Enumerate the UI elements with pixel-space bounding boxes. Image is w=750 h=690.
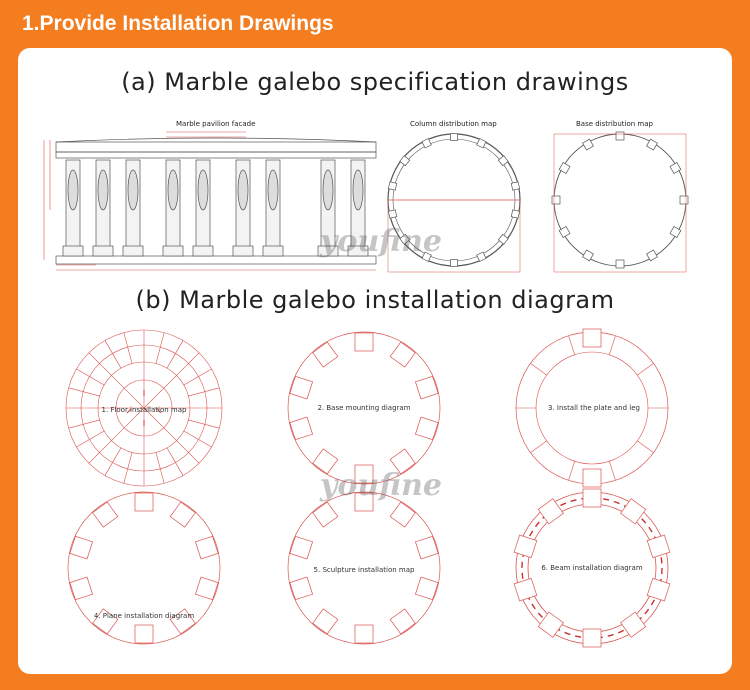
- section-b-title: (b) Marble galebo installation diagram: [135, 286, 615, 314]
- page-header: [22, 10, 334, 38]
- beam-caption: 6. Beam installation diagram: [541, 564, 643, 572]
- floor-installation-diagram: [64, 328, 224, 488]
- plate-and-leg-diagram: [512, 328, 672, 488]
- plane-installation-diagram: [64, 488, 224, 648]
- watermark-bottom: youfine: [320, 468, 442, 503]
- base-mounting-diagram: [284, 328, 444, 488]
- facade-label: Marble pavilion facade: [176, 120, 256, 128]
- column-map-label: Column distribution map: [410, 120, 497, 128]
- watermark-top: youfine: [320, 224, 442, 259]
- plane-caption: 4. Plane installation diagram: [93, 612, 195, 620]
- base-distribution-map: [538, 120, 698, 280]
- beam-installation-diagram: [512, 488, 672, 648]
- floor-caption: 1. Floor installation map: [101, 406, 187, 414]
- sculpture-caption: 5. Sculpture installation map: [313, 566, 415, 574]
- content-panel: [18, 48, 732, 674]
- base-mounting-caption: 2. Base mounting diagram: [317, 404, 411, 412]
- base-map-label: Base distribution map: [576, 120, 653, 128]
- page-title: 1.Provide Installation Drawings: [22, 12, 334, 35]
- section-a-title: (a) Marble galebo specification drawings: [121, 68, 629, 96]
- sculpture-installation-diagram: [284, 488, 444, 648]
- plate-leg-caption: 3. Install the plate and leg: [548, 404, 640, 412]
